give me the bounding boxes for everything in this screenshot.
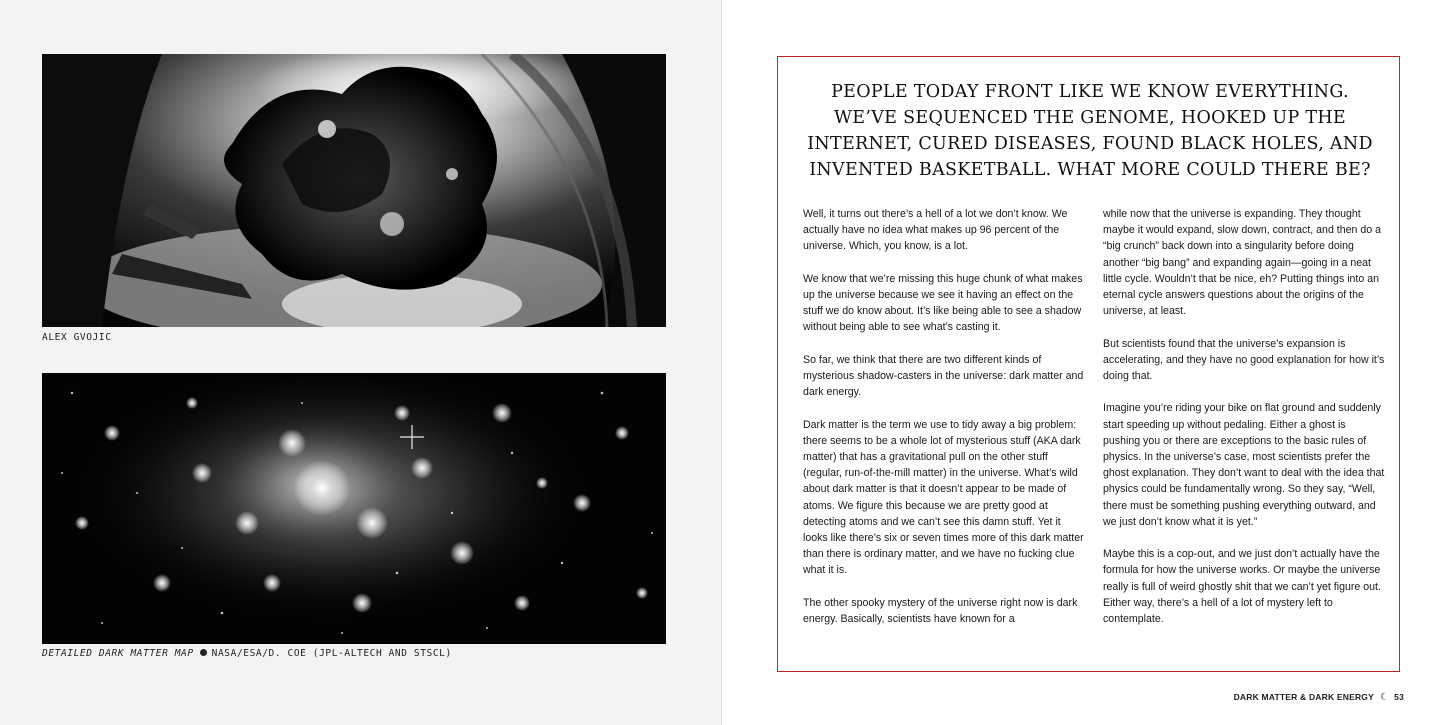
sculpture-illustration (42, 54, 666, 327)
pull-quote-headline (800, 79, 1380, 183)
body-paragraph: Maybe this is a cop-out, and we just don’t actually have the formula for how the universe works. Or maybe the universe really is full of weird ghostly shit that we can’t yet figure out. Either way, there’s a hell of a lot of mystery left to contemplate. (1103, 548, 1381, 626)
map-caption-title: DETAILED DARK MATTER MAP (42, 648, 194, 659)
body-column-right (1103, 206, 1385, 643)
body-paragraph: We know that we’re missing this huge chunk of what makes up the universe because we see it having an effect on the stuff we do know about. It’s like being able to see a shadow without being able to see what’s casting it. (803, 272, 1083, 334)
body-paragraph: Dark matter is the term we use to tidy away a big problem: there seems to be a whole lot of mysterious stuff (AKA dark matter) that has a gravitational pull on the other stuff (regular, run-of-the-mill matter) in the universe. What’s wild about dark matter is that it doesn’t appear to be made of atoms. We figure this because we are pretty good at detecting atoms and we can’t see this damn stuff. Yet it looks like there’s six or seven times more of this dark matter than there is ordinary matter, and we have no fucking clue what it is. (803, 418, 1084, 577)
dark-matter-sculpture-photo (42, 54, 666, 327)
body-paragraph: So far, we think that there are two different kinds of mysterious shadow-casters in the universe: dark matter and dark energy. (803, 353, 1084, 399)
body-paragraph: But scientists found that the universe’s expansion is accelerating, and they have no good explanation for how it’s doing that. (1103, 337, 1385, 383)
map-caption-credit: NASA/ESA/D. COE (JPL-ALTECH AND STSCL) (211, 648, 452, 659)
body-paragraph: The other spooky mystery of the universe right now is dark energy. Basically, scientists have known for a (803, 596, 1078, 626)
page-number: 53 (1394, 692, 1404, 702)
body-paragraph: Imagine you’re riding your bike on flat ground and suddenly start speeding up without pedaling. Either a ghost is pushing you or there are exceptions to the basic rules of physics. In the universe’s case, most scientists prefer the ghost explanation. They don’t want to deal with the idea that physics could be fundamentally wrong. So they say, “Well, there must be something pushing everything outward, and we just don’t know what it is yet.” (1103, 402, 1385, 528)
map-caption (42, 648, 452, 659)
headline-line: INTERNET, CURED DISEASES, FOUND BLACK HOLES, AND (807, 134, 1373, 154)
photo-credit-caption: ALEX GVOJIC (42, 332, 112, 343)
headline-line: WE’VE SEQUENCED THE GENOME, HOOKED UP THE (834, 108, 1346, 128)
page-footer (1234, 692, 1404, 703)
section-title: DARK MATTER & DARK ENERGY (1233, 692, 1374, 702)
headline-line: INVENTED BASKETBALL. WHAT MORE COULD THERE BE? (809, 160, 1371, 180)
crescent-moon-icon: ☾ (1379, 692, 1390, 703)
body-column-left (803, 206, 1085, 643)
dark-matter-map-photo (42, 373, 666, 644)
galaxy-cluster-illustration (42, 373, 666, 644)
headline-line: PEOPLE TODAY FRONT LIKE WE KNOW EVERYTHING. (831, 82, 1349, 102)
left-page (0, 0, 722, 725)
body-paragraph: Well, it turns out there’s a hell of a lot we don’t know. We actually have no idea what makes up 96 percent of the universe. Which, you know, is a lot. (803, 208, 1068, 253)
bullet-dot-icon (200, 649, 207, 656)
body-paragraph: while now that the universe is expanding. They thought maybe it would expand, slow down, contract, and then do a “big crunch” back down into a singularity before doing another “big bang” and expanding again—going in a neat little cycle. Wouldn’t that be nice, eh? Putting things into an eternal cycle answers questions about the origins of the universe, at least. (1103, 208, 1381, 318)
